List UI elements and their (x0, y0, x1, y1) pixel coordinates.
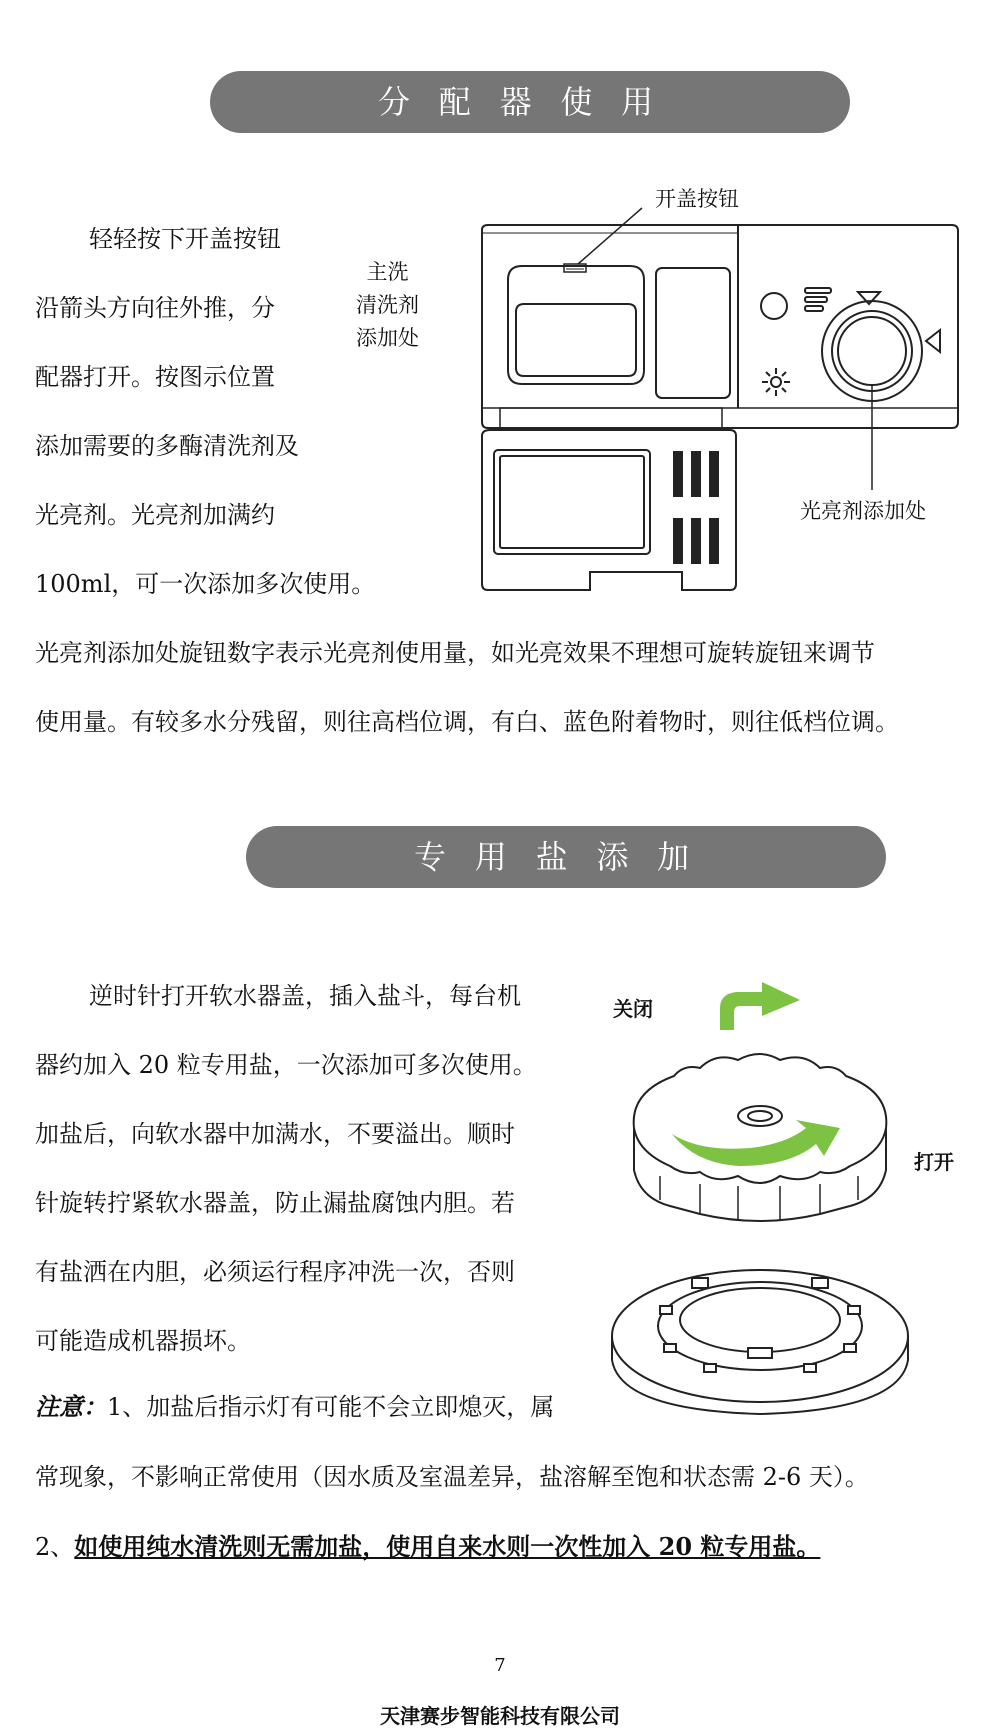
text-line: 光亮剂添加处旋钮数字表示光亮剂使用量，如光亮效果不理想可旋转旋钮来调节 (35, 639, 875, 667)
text-line: 使用量。有较多水分残留，则往高档位调，有白、蓝色附着物时，则往低档位调。 (35, 708, 899, 736)
dispenser-instructions (35, 205, 375, 619)
text-line: 可能造成机器损坏。 (35, 1327, 251, 1355)
note-heading: 注意： (35, 1392, 107, 1421)
text-line: 沿箭头方向往外推，分 (35, 294, 275, 322)
close-arrow-icon (720, 982, 800, 1030)
note-line-2: 常现象，不影响正常使用（因水质及室温差异，盐溶解至饱和状态需 2-6 天）。 (35, 1463, 869, 1491)
label-line: 主洗 (366, 260, 409, 284)
note-line-3 (35, 1530, 820, 1564)
text-line: 逆时针打开软水器盖，插入盐斗，每台机 (89, 982, 521, 1010)
text-line: 100ml，可一次添加多次使用。 (35, 570, 376, 598)
note-text: 1、加盐后指示灯有可能不会立即熄灭，属 (107, 1393, 555, 1421)
text-line: 轻轻按下开盖按钮 (89, 225, 281, 253)
text-line: 器约加入 20 粒专用盐，一次添加可多次使用。 (35, 1051, 537, 1079)
close-label: 关闭 (613, 997, 653, 1021)
dispenser-diagram (460, 200, 980, 600)
text-line: 添加需要的多酶清洗剂及 (35, 432, 299, 460)
section-title-dispenser: 分配器使用 (210, 71, 850, 133)
open-button-label: 开盖按钮 (655, 187, 739, 211)
text-line: 加盐后，向软水器中加满水，不要溢出。顺时 (35, 1120, 515, 1148)
text-line: 配器打开。按图示位置 (35, 363, 275, 391)
label-line: 清洗剂 (356, 293, 419, 317)
salt-instructions (35, 962, 537, 1376)
main-wash-label (356, 256, 419, 355)
text-line: 光亮剂。光亮剂加满约 (35, 501, 275, 529)
rinse-aid-label: 光亮剂添加处 (800, 499, 926, 523)
label-line: 添加处 (356, 326, 419, 350)
note-number: 2、 (35, 1533, 75, 1561)
note-underlined-text: 如使用纯水清洗则无需加盐，使用自来水则一次性加入 20 粒专用盐。 (74, 1532, 821, 1561)
note-line-1 (35, 1390, 554, 1424)
salt-cap-diagram (600, 980, 920, 1420)
section-title-salt: 专用盐添加 (246, 826, 886, 888)
page-number: 7 (494, 1655, 506, 1676)
rinse-aid-instructions (35, 619, 899, 757)
text-line: 有盐洒在内胆，必须运行程序冲洗一次，否则 (35, 1258, 515, 1286)
text-line: 针旋转拧紧软水器盖，防止漏盐腐蚀内胆。若 (35, 1189, 515, 1217)
company-footer: 天津赛步智能科技有限公司 (380, 1704, 620, 1728)
open-label: 打开 (914, 1150, 954, 1174)
